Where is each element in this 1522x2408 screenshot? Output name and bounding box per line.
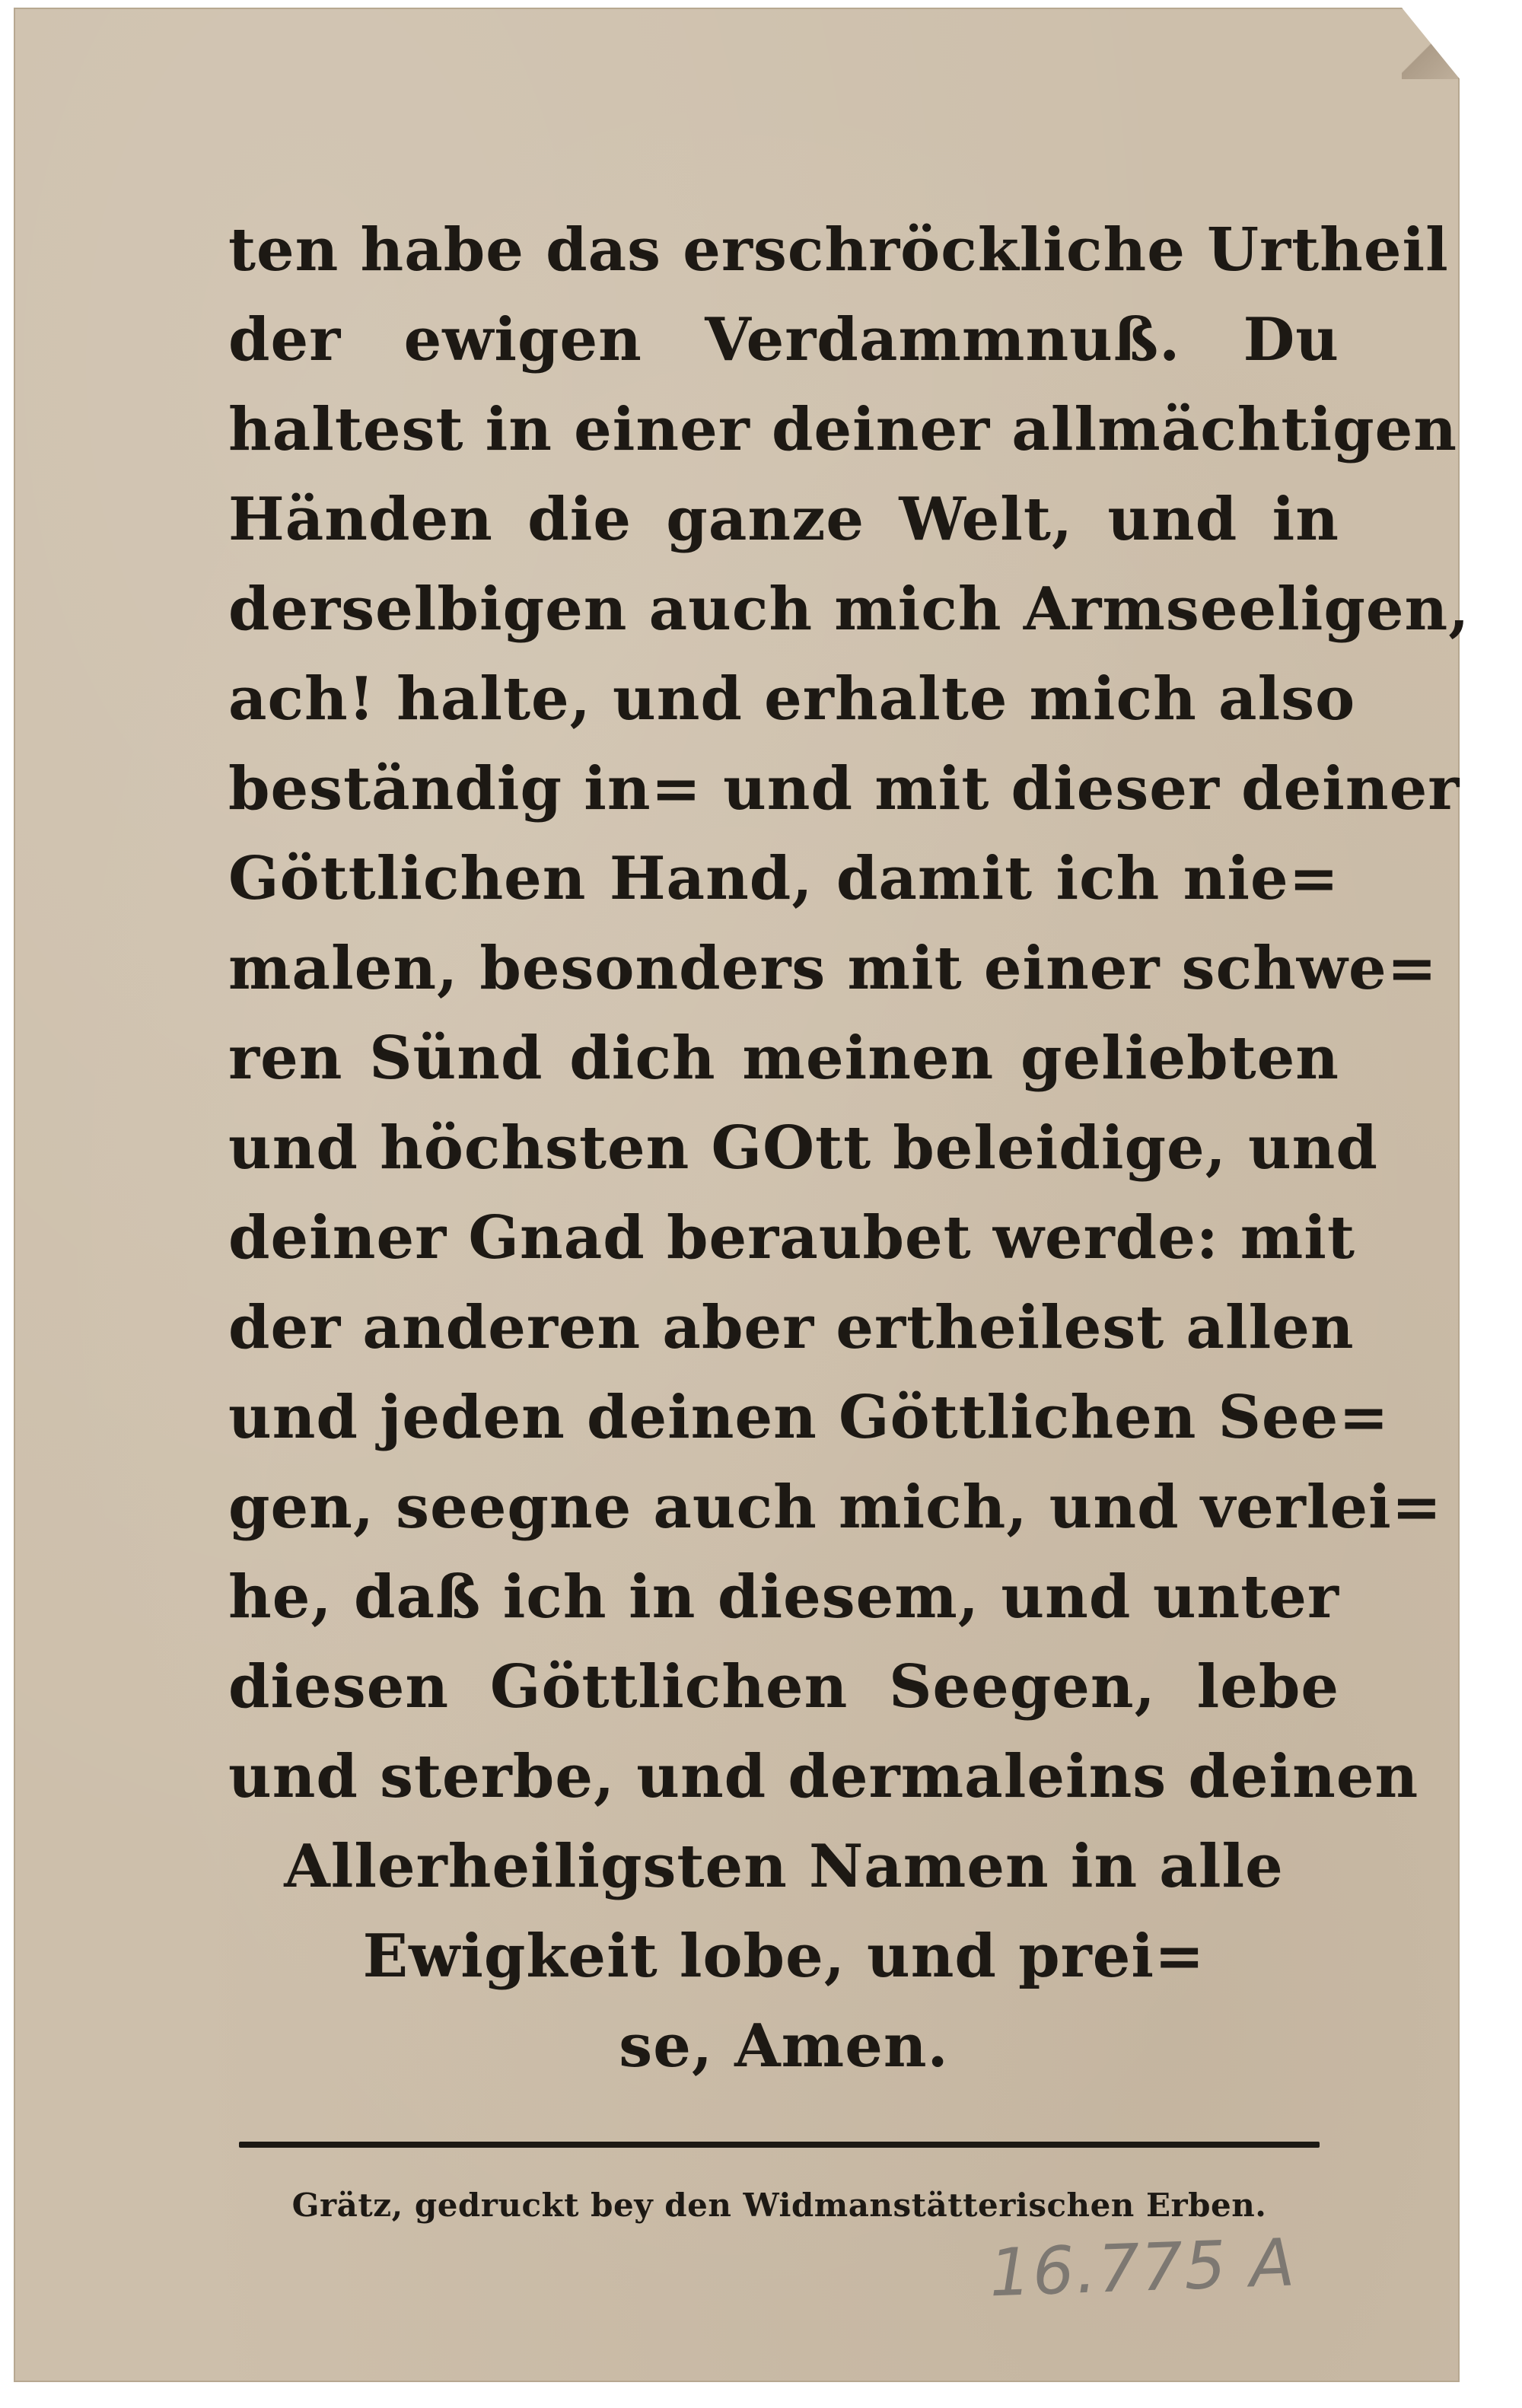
text-line: ren Sünd dich meinen geliebten — [228, 1024, 1339, 1093]
prayer-text — [228, 205, 1470, 2091]
text-line: und sterbe, und dermaleins deinen — [228, 1742, 1419, 1811]
divider-rule — [239, 2142, 1320, 2148]
text-line: derselbigen auch mich Armseeligen, — [228, 575, 1470, 644]
text-line: Allerheiligsten Namen in alle — [284, 1832, 1284, 1901]
text-line: ten habe das erschröckliche Urtheil — [228, 215, 1449, 285]
printer-imprint: Grätz, gedruckt bey den Widmanstätterischen Erben. — [291, 2187, 1267, 2224]
text-line: ach! halte, und erhalte mich also — [228, 664, 1356, 734]
text-line: und höchsten GOtt beleidige, und — [228, 1113, 1378, 1183]
text-line: der anderen aber ertheilest allen — [228, 1293, 1355, 1362]
shelfmark-annotation: 16.775 A — [988, 2225, 1298, 2312]
text-line: der ewigen Verdammnuß. Du — [228, 305, 1339, 374]
text-line: Göttlichen Hand, damit ich nie= — [228, 844, 1339, 913]
text-line: deiner Gnad beraubet werde: mit — [228, 1203, 1355, 1272]
text-line: diesen Göttlichen Seegen, lebe — [228, 1652, 1339, 1722]
text-line: haltest in einer deiner allmächtigen — [228, 395, 1457, 464]
text-line: und jeden deinen Göttlichen See= — [228, 1383, 1390, 1452]
text-line: gen, seegne auch mich, und verlei= — [228, 1473, 1443, 1542]
text-line: Händen die ganze Welt, und in — [228, 485, 1339, 554]
text-line: beständig in= und mit dieser deiner — [228, 754, 1460, 823]
text-line: Ewigkeit lobe, und prei= — [362, 1922, 1205, 1991]
text-line: he, daß ich in diesem, und unter — [228, 1562, 1339, 1632]
folded-corner — [1402, 8, 1460, 79]
text-line: se, Amen. — [619, 2011, 949, 2081]
text-line: malen, besonders mit einer schwe= — [228, 934, 1438, 1003]
